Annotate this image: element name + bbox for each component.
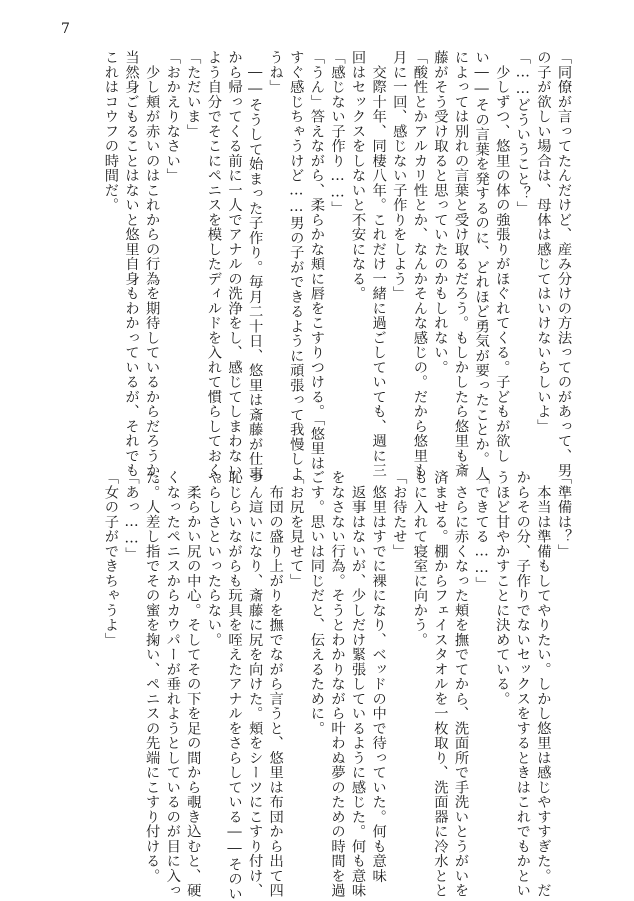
text-line: 「感じない子作り……」: [329, 50, 346, 216]
text-line: もに入れて寝室に向かう。: [411, 470, 428, 647]
text-block-bottom: [100, 470, 574, 901]
text-line: 「同僚が言ってたんだけど、産み分けの方法ってのがあって、男: [556, 50, 572, 478]
text-line: 回はセックスをしないと不安になる。: [350, 50, 367, 301]
text-line: 「酸性とかアルカリ性とか、なんかそんな感じの。だから悠里も: [411, 50, 428, 478]
text-line: これはコウフの時間だ。: [102, 50, 119, 213]
text-line: 「お尻を見せて」: [288, 470, 305, 588]
text-block-top: [100, 50, 574, 493]
text-line: 交際十年、同棲八年。これだけ一緒に過ごしていても、週に三: [370, 50, 387, 478]
text-line: 恥じらいながらも玩具を咥えたアナルをさらしている――そのい: [226, 470, 243, 901]
text-line: からその分、子作りでないセックスをするときはこれでもかとい: [514, 470, 531, 898]
text-line: 「できてる……」: [473, 470, 490, 592]
text-line: 悠里はすでに裸になり、ベッドの中で待っていた。何も意味: [370, 470, 387, 883]
text-line: から帰ってくる前に一人でアナルの洗浄をし、感じてしまわない: [226, 50, 243, 478]
text-line: 「あっ……」: [123, 470, 140, 562]
text-line: 「うん」答えながら、柔らかな頬に唇をこすりつける。「悠里は: [308, 50, 325, 471]
text-line: た。人差し指でその蜜を掬い、ペニスの先端にこすり付ける。: [144, 470, 161, 883]
text-line: によっては別れの言葉と受け取るだろう。もしかしたら悠里も斎: [453, 50, 470, 478]
text-line: すぐ感じちゃうけど……男の子ができるように頑張って我慢しよ: [288, 50, 305, 482]
text-line: ごす。思いは同じだと、伝えるために。: [308, 470, 325, 736]
text-line: 少しずつ、悠里の体の強張りがほぐれてくる。子どもが欲し: [494, 50, 511, 463]
text-line: 柔らかい尻の中心。そしてその下を足の間から覗き込むと、硬: [185, 470, 202, 898]
text-line: をなさない行為。そうとわかりながら叶わぬ夢のための時間を過: [329, 470, 346, 898]
text-line: い――その言葉を発するのに、どれほど勇気が要ったことか。人: [473, 50, 490, 482]
text-line: 「……どういうこと？」: [514, 50, 531, 216]
text-line: 「おかえりなさい」: [164, 50, 181, 183]
text-line: 返事はないが、少しだけ緊張しているように感じた。何も意味: [350, 470, 367, 898]
text-line: よう自分でそこにペニスを模したディルドを入れて慣らしておく。: [205, 50, 222, 493]
text-line: 月に一回、感じない子作りをしよう」: [391, 50, 408, 301]
text-line: の子が欲しい場合は、母体は感じてはいけないらしいよ」: [535, 50, 552, 434]
page-number: 7: [61, 21, 70, 37]
text-line: 「お待たせ」: [391, 470, 408, 559]
text-line: 「ただいま」: [185, 50, 202, 139]
text-line: 「準備は？」: [556, 470, 572, 559]
text-line: 「女の子ができちゃうよ」: [102, 470, 119, 647]
text-line: やらしさといったらない。: [205, 470, 222, 647]
text-line: くなったペニスからカウパーが垂れようとしているのが目に入っ: [164, 470, 181, 898]
text-line: 藤がそう受け取ると思っていたのかもしれない。: [432, 50, 449, 375]
text-line: つん這いになり、斎藤に尻を向けた。頬をシーツにこすり付け、: [247, 470, 264, 898]
text-line: うほど甘やかすことに決めている。: [494, 470, 511, 706]
text-line: 済ませる。棚からフェイスタオルを一枚取り、洗面器に冷水とと: [432, 470, 449, 898]
text-line: 少し頬が赤いのはこれからの行為を期待しているからだろうか。: [144, 50, 161, 493]
text-line: ――そうして始まった子作り。毎月二十日、悠里は斎藤が仕事: [247, 50, 264, 482]
text-line: 当然身ごもることはないと悠里自身もわかっているが、それでも: [123, 50, 140, 478]
text-line: うね」: [267, 50, 284, 95]
text-line: 布団の盛り上がりを撫でながら言うと、悠里は布団から出て四: [267, 470, 284, 898]
text-line: 本当は準備もしてやりたい。しかし悠里は感じやすすぎた。だ: [535, 470, 552, 898]
text-line: さらに赤くなった頬を撫でてから、洗面所で手洗いとうがいを: [453, 470, 470, 898]
